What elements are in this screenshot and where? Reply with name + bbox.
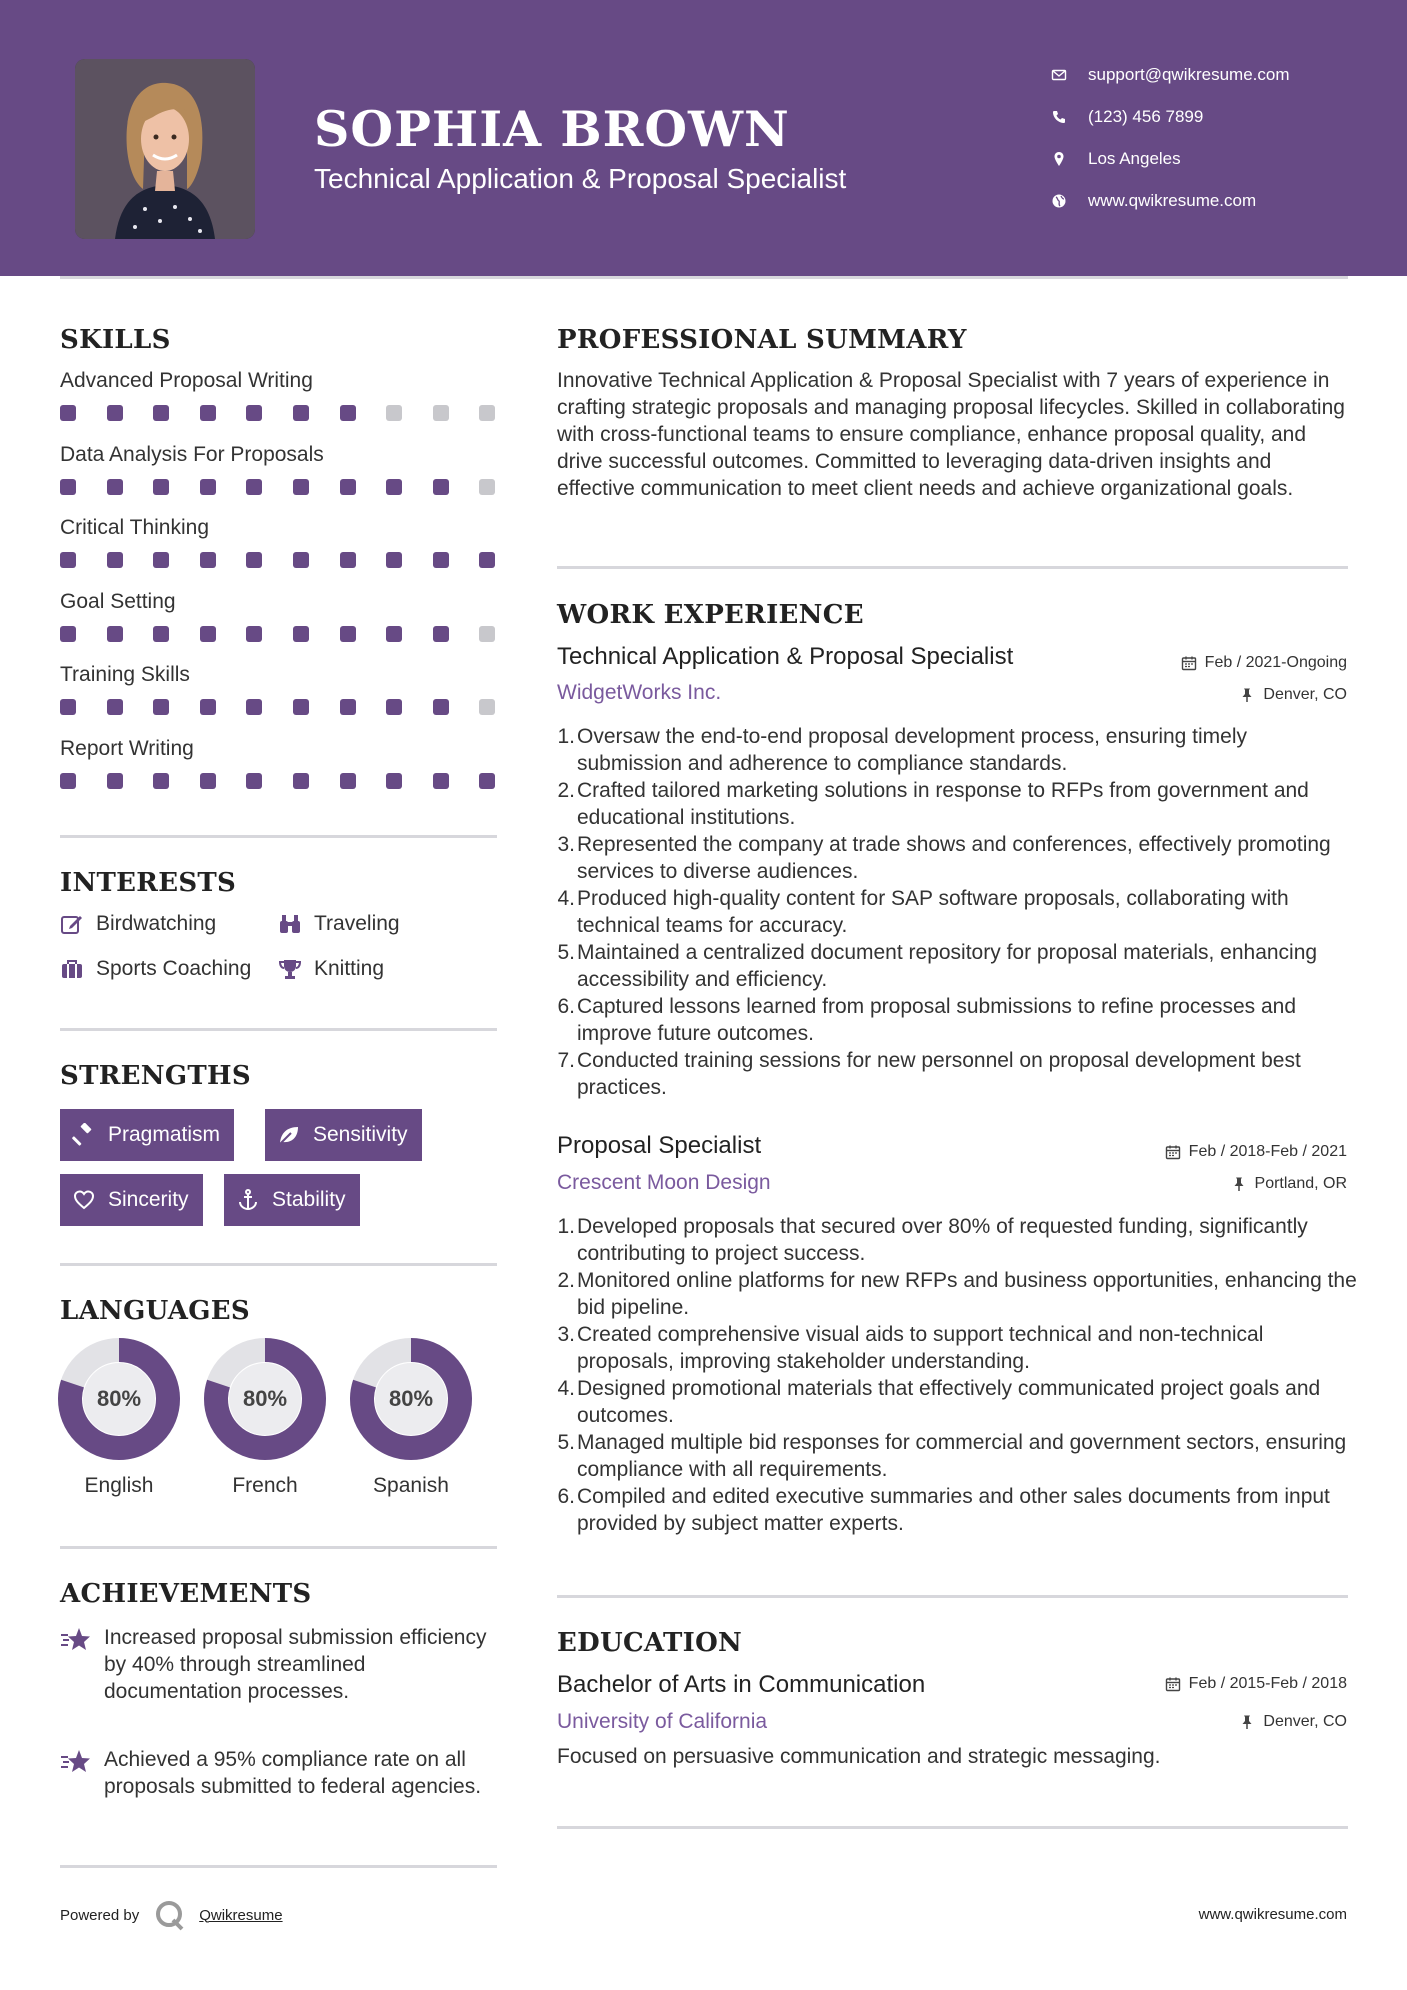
rating-dot-filled <box>200 405 216 421</box>
pushpin-icon <box>1239 687 1255 703</box>
language-item <box>350 1338 472 1498</box>
education-description: Focused on persuasive communication and strategic messaging. <box>557 1745 1161 1768</box>
leaf-icon <box>277 1123 301 1147</box>
list-item: 2. Crafted tailored marketing solutions in response to RFPs from government and educational institutions. <box>557 779 1309 829</box>
location-pin-icon <box>1050 150 1068 168</box>
heart-icon <box>72 1188 96 1212</box>
rating-dot-filled <box>246 405 262 421</box>
skill-rating <box>60 773 526 789</box>
rating-dot-filled <box>386 552 402 568</box>
rating-dot-filled <box>479 552 495 568</box>
degree-title: Bachelor of Arts in Communication <box>557 1671 926 1698</box>
education-location <box>1239 1713 1347 1731</box>
candidate-role: Technical Application & Proposal Specialist <box>314 163 847 194</box>
list-item: 6. Compiled and edited executive summaries and other sales documents from input provided by subject matter experts. <box>557 1485 1330 1535</box>
language-percent: 80% <box>388 1386 434 1411</box>
job-location-text: Denver, CO <box>1263 686 1347 703</box>
language-name: Spanish <box>373 1474 449 1497</box>
rating-dot-empty <box>433 405 449 421</box>
company-name: WidgetWorks Inc. <box>557 681 722 704</box>
rating-dot-filled <box>340 552 356 568</box>
rating-dot-filled <box>340 405 356 421</box>
languages-title: LANGUAGES <box>60 1296 250 1326</box>
job-dates-text: Feb / 2021-Ongoing <box>1204 654 1347 671</box>
interest-item <box>60 912 216 936</box>
achievements-divider <box>60 1865 497 1868</box>
achievement-text: Increased proposal submission efficiency by 40% through streamlined documentation processes. <box>104 1626 487 1703</box>
briefcase-icon <box>60 957 84 981</box>
rating-dot-filled <box>200 699 216 715</box>
rating-dot-filled <box>386 773 402 789</box>
education-divider <box>557 1826 1348 1829</box>
pushpin-icon <box>1239 1714 1255 1730</box>
footer-url[interactable]: www.qwikresume.com <box>1198 1906 1347 1923</box>
calendar-icon <box>1165 1144 1181 1160</box>
job-location-text: Portland, OR <box>1254 1175 1347 1192</box>
rating-dot-filled <box>246 479 262 495</box>
list-item: 1. Oversaw the end-to-end proposal development process, ensuring timely submission and adherence to compliance standards. <box>557 725 1248 775</box>
interest-label: Knitting <box>314 957 385 980</box>
mail-icon <box>1050 66 1068 84</box>
contact-website-text: www.qwikresume.com <box>1088 191 1257 210</box>
rating-dot-filled <box>433 552 449 568</box>
contact-phone-text: (123) 456 7899 <box>1088 107 1204 126</box>
education-title: EDUCATION <box>557 1628 743 1658</box>
list-item: 5. Managed multiple bid responses for commercial and government sectors, ensuring compliance with all requirements. <box>557 1431 1347 1481</box>
list-item: 5. Maintained a centralized document repository for proposal materials, enhancing accessibility and efficiency. <box>557 941 1318 991</box>
gavel-icon <box>72 1123 96 1147</box>
strength-label: Stability <box>272 1188 346 1211</box>
rating-dot-filled <box>153 773 169 789</box>
rating-dot-filled <box>433 773 449 789</box>
rating-dot-filled <box>340 773 356 789</box>
rating-dot-filled <box>200 479 216 495</box>
list-item: 7. Conducted training sessions for new personnel on proposal development best practices. <box>557 1049 1301 1099</box>
rating-dot-filled <box>153 479 169 495</box>
rating-dot-filled <box>340 699 356 715</box>
company-name: Crescent Moon Design <box>557 1171 771 1194</box>
skill-rating <box>60 405 526 421</box>
language-percent: 80% <box>242 1386 288 1411</box>
strengths-divider <box>60 1263 497 1266</box>
skill-name: Report Writing <box>60 736 194 760</box>
rating-dot-filled <box>200 552 216 568</box>
education-location-text: Denver, CO <box>1263 1713 1347 1730</box>
rating-dot-filled <box>246 773 262 789</box>
skills-divider <box>60 835 497 838</box>
achievement-item <box>60 1624 500 1705</box>
strengths-title: STRENGTHS <box>60 1061 251 1091</box>
rating-dot-filled <box>107 626 123 642</box>
strength-label: Pragmatism <box>108 1123 221 1146</box>
job-dates <box>1181 654 1347 672</box>
rating-dot-filled <box>60 405 76 421</box>
language-item <box>204 1338 326 1498</box>
job-location <box>1239 686 1347 704</box>
rating-dot-filled <box>107 479 123 495</box>
summary-divider <box>557 566 1348 569</box>
skill-name: Data Analysis For Proposals <box>60 442 324 466</box>
strength-chip <box>60 1109 234 1161</box>
contact-list <box>1050 54 1290 222</box>
job-dates <box>1165 1143 1347 1161</box>
rating-dot-filled <box>107 773 123 789</box>
powered-by-label: Powered by <box>60 1906 140 1924</box>
rating-dot-filled <box>60 626 76 642</box>
rating-dot-filled <box>200 773 216 789</box>
experience-title: WORK EXPERIENCE <box>557 600 864 630</box>
job-bullets <box>557 1213 1357 1537</box>
rating-dot-filled <box>293 626 309 642</box>
contact-location-text: Los Angeles <box>1088 149 1181 168</box>
list-item: 3. Represented the company at trade shows and conferences, effectively promoting services to diverse audiences. <box>557 833 1331 883</box>
rating-dot-filled <box>293 405 309 421</box>
phone-icon <box>1050 108 1068 126</box>
calendar-icon <box>1165 1676 1181 1692</box>
pushpin-icon <box>1231 1176 1247 1192</box>
contact-email-text: support@qwikresume.com <box>1088 65 1290 84</box>
star-icon <box>60 1748 92 1776</box>
skill-rating <box>60 479 526 495</box>
language-name: French <box>232 1474 298 1497</box>
rating-dot-filled <box>386 699 402 715</box>
strength-chip <box>224 1174 360 1226</box>
language-item <box>58 1338 180 1498</box>
rating-dot-filled <box>433 626 449 642</box>
rating-dot-filled <box>433 479 449 495</box>
education-dates-text: Feb / 2015-Feb / 2018 <box>1188 1675 1347 1692</box>
calendar-icon <box>1181 655 1197 671</box>
brand-link[interactable]: Qwikresume <box>199 1906 283 1924</box>
language-percent: 80% <box>96 1386 142 1411</box>
resume-header <box>0 0 1407 276</box>
school-name: University of California <box>557 1710 768 1733</box>
anchor-icon <box>236 1188 260 1212</box>
rating-dot-filled <box>60 773 76 789</box>
list-item: 3. Created comprehensive visual aids to support technical and non-technical proposals, improving stakeholder understanding. <box>557 1323 1264 1373</box>
globe-icon <box>1050 192 1068 210</box>
interest-label: Traveling <box>314 912 400 935</box>
skill-name: Training Skills <box>60 663 190 686</box>
rating-dot-filled <box>107 405 123 421</box>
rating-dot-filled <box>60 479 76 495</box>
skill-name: Advanced Proposal Writing <box>60 369 313 392</box>
binoculars-icon <box>278 912 302 936</box>
skill-rating <box>60 552 526 568</box>
contact-phone[interactable] <box>1050 96 1290 138</box>
rating-dot-empty <box>479 405 495 421</box>
profile-photo <box>75 59 255 239</box>
rating-dot-filled <box>60 699 76 715</box>
job-title: Proposal Specialist <box>557 1132 762 1159</box>
rating-dot-filled <box>246 552 262 568</box>
edit-icon <box>60 912 84 936</box>
rating-dot-filled <box>246 626 262 642</box>
rating-dot-filled <box>386 479 402 495</box>
candidate-name: SOPHIA BROWN <box>314 100 790 158</box>
interest-item <box>278 957 384 981</box>
job-dates-text: Feb / 2018-Feb / 2021 <box>1188 1143 1347 1160</box>
rating-dot-filled <box>153 405 169 421</box>
strength-chip <box>60 1174 203 1226</box>
rating-dot-filled <box>153 626 169 642</box>
job-bullets <box>557 723 1357 1101</box>
interest-label: Birdwatching <box>96 912 217 935</box>
interests-title: INTERESTS <box>60 868 237 898</box>
rating-dot-filled <box>200 626 216 642</box>
skill-name: Goal Setting <box>60 589 176 613</box>
skill-rating <box>60 626 526 642</box>
rating-dot-filled <box>433 699 449 715</box>
rating-dot-empty <box>479 626 495 642</box>
skill-name: Critical Thinking <box>60 516 209 539</box>
rating-dot-filled <box>293 552 309 568</box>
rating-dot-filled <box>107 552 123 568</box>
interest-label: Sports Coaching <box>96 957 252 980</box>
contact-location <box>1050 138 1290 180</box>
language-name: English <box>84 1474 154 1497</box>
summary-text: Innovative Technical Application & Proposal Specialist with 7 years of experience in crafting strategic proposals and managing proposal lifecycles. Skilled in collaborating with cross-functional teams to ensure compliance, enhance proposal quality, and drive successful outcomes. Committed to leveraging data-driven insights and effective communication to meet client needs and achieve organizational goals. <box>557 369 1345 500</box>
job-title: Technical Application & Proposal Specialist <box>557 643 1014 670</box>
summary-title: PROFESSIONAL SUMMARY <box>557 325 967 355</box>
rating-dot-empty <box>479 479 495 495</box>
interest-item <box>278 912 400 936</box>
rating-dot-filled <box>293 479 309 495</box>
rating-dot-filled <box>246 699 262 715</box>
rating-dot-filled <box>153 699 169 715</box>
job-location <box>1231 1175 1347 1193</box>
list-item: 1. Developed proposals that secured over 80% of requested funding, significantly contributing to project success. <box>557 1215 1308 1265</box>
rating-dot-filled <box>479 773 495 789</box>
experience-divider <box>557 1595 1348 1598</box>
list-item: 6. Captured lessons learned from proposal submissions to refine processes and improve future outcomes. <box>557 995 1297 1045</box>
rating-dot-filled <box>293 773 309 789</box>
list-item: 4. Produced high-quality content for SAP software proposals, collaborating with technical teams for accuracy. <box>557 887 1289 937</box>
languages-divider <box>60 1546 497 1549</box>
skills-title: SKILLS <box>60 325 171 355</box>
skill-rating <box>60 699 526 715</box>
rating-dot-filled <box>153 552 169 568</box>
rating-dot-filled <box>60 552 76 568</box>
strength-label: Sincerity <box>108 1188 189 1211</box>
contact-website[interactable] <box>1050 180 1290 222</box>
strength-label: Sensitivity <box>313 1123 408 1146</box>
achievement-item <box>60 1746 500 1800</box>
rating-dot-filled <box>340 479 356 495</box>
rating-dot-filled <box>293 699 309 715</box>
rating-dot-filled <box>340 626 356 642</box>
interest-item <box>60 957 251 981</box>
trophy-icon <box>278 957 302 981</box>
strength-chip <box>265 1109 422 1161</box>
achievement-text: Achieved a 95% compliance rate on all proposals submitted to federal agencies. <box>104 1748 482 1798</box>
education-dates <box>1165 1675 1347 1693</box>
rating-dot-filled <box>386 626 402 642</box>
list-item: 4. Designed promotional materials that effectively communicated project goals and outcomes. <box>557 1377 1321 1427</box>
rating-dot-empty <box>386 405 402 421</box>
list-item: 2. Monitored online platforms for new RFPs and business opportunities, enhancing the bid pipeline. <box>557 1269 1357 1319</box>
qwikresume-logo-icon <box>153 1898 187 1932</box>
contact-email[interactable] <box>1050 54 1290 96</box>
star-icon <box>60 1626 92 1654</box>
interests-divider <box>60 1028 497 1031</box>
achievements-title: ACHIEVEMENTS <box>60 1579 312 1609</box>
header-divider <box>60 276 1348 279</box>
rating-dot-filled <box>107 699 123 715</box>
rating-dot-empty <box>479 699 495 715</box>
footer-powered-by <box>60 1898 283 1932</box>
